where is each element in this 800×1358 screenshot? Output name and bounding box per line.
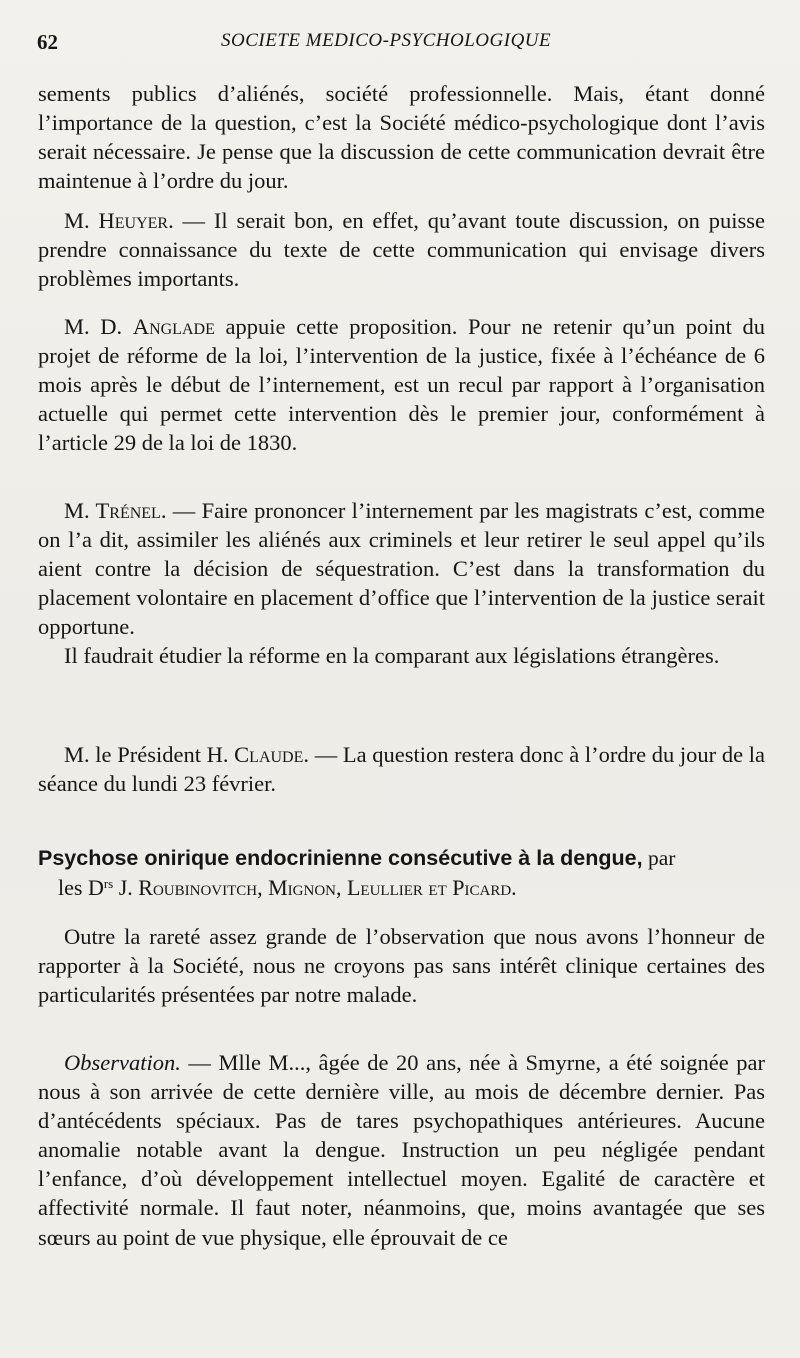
authors-prefix: les D: [58, 875, 104, 900]
paragraph-legislation: Il faudrait étudier la réforme en la comparant aux législations étrangères.: [64, 643, 720, 669]
anglade-prefix: M. D.: [64, 314, 133, 339]
section-title-text: Psychose onirique endocrinienne consécutive à la dengue,: [38, 846, 643, 870]
anglade-text: appuie cette proposition. Pour ne retenir qu’un point du projet de réforme de la loi, l’intervention de la justice, fixée à l’échéance de 6 mois après le début de l’internement, est un recul par rapport à l’organisation actuelle qui permet cette intervention dès le premier jour, conformément à l’article 29 de la loi de 1830.: [38, 314, 765, 456]
discussion-block-4: [38, 496, 765, 671]
paragraph-heuyer: [38, 206, 765, 293]
intro-block: [38, 922, 765, 1009]
observation-text: — Mlle M..., âgée de 20 ans, née à Smyrne, a été soignée par nous à son arrivée de cette dernière ville, au mois de décembre dernier. Pas d’antécédents spéciaux. Pas de tares psychopathiques antérieures. Aucune anomalie notable avant la dengue. Instruction un peu négligée pendant l’enfance, d’où développement intellectuel moyen. Egalité de caractère et affectivité normale. Il faut noter, néanmoins, que, moins avantagée que ses sœurs au point de vue physique, elle éprouvait de ce: [38, 1050, 765, 1250]
heuyer-text: — Il serait bon, en effet, qu’avant toute discussion, on puisse prendre connaissance du texte de cette communication qui envisage divers problèmes importants.: [38, 208, 765, 292]
section-title: [38, 844, 778, 873]
discussion-block-1: [38, 79, 765, 195]
paragraph-observation: [38, 1048, 765, 1252]
page-number: 62: [37, 30, 58, 54]
claude-prefix: M. le Président H.: [64, 742, 235, 767]
section-authors: [58, 873, 517, 902]
speaker-anglade: Anglade: [132, 314, 215, 339]
paragraph-continuation: sements publics d’aliénés, société professionnelle. Mais, étant donné l’importance de la question, c’est la Société médico-psychologique dont l’avis serait nécessaire. Je pense que la discussion de cette communication devrait être maintenue à l’ordre du jour.: [38, 81, 765, 194]
discussion-block-5: [38, 740, 765, 798]
speaker-claude: Claude.: [234, 742, 310, 767]
authors-names: J. Roubinovitch, Mignon, Leullier et Picard.: [113, 875, 517, 900]
discussion-block-2: [38, 206, 765, 293]
observation-block: [38, 1048, 765, 1252]
journal-title: SOCIETE MEDICO-PSYCHOLOGIQUE: [221, 30, 552, 51]
paragraph-trenel: [38, 496, 765, 641]
authors-sup: rs: [103, 876, 114, 891]
discussion-block-3: [38, 312, 765, 457]
section-by: par: [642, 846, 676, 870]
paragraph-claude: [38, 740, 765, 798]
speaker-heuyer: M. Heuyer.: [64, 208, 174, 233]
paragraph-anglade: [38, 312, 765, 457]
trenel-text: — Faire prononcer l’internement par les magistrats c’est, comme on l’a dit, assimiler les aliénés aux criminels et leur retirer le seul appel qu’ils aient contre la décision de séquestration. C’est dans la transformation du placement volontaire en placement d’office que l’intervention de la justice serait opportune.: [38, 498, 766, 640]
paragraph-intro: Outre la rareté assez grande de l’observation que nous avons l’honneur de rapporter à la Société, nous ne croyons pas sans intérêt clinique certaines des particularités présentées par notre malade.: [38, 924, 765, 1008]
running-head: [37, 30, 767, 60]
speaker-trenel: M. Trénel.: [64, 498, 167, 523]
claude-text: — La question restera donc à l’ordre du jour de la séance du lundi 23 février.: [38, 742, 765, 797]
observation-label: Observation.: [64, 1050, 181, 1075]
